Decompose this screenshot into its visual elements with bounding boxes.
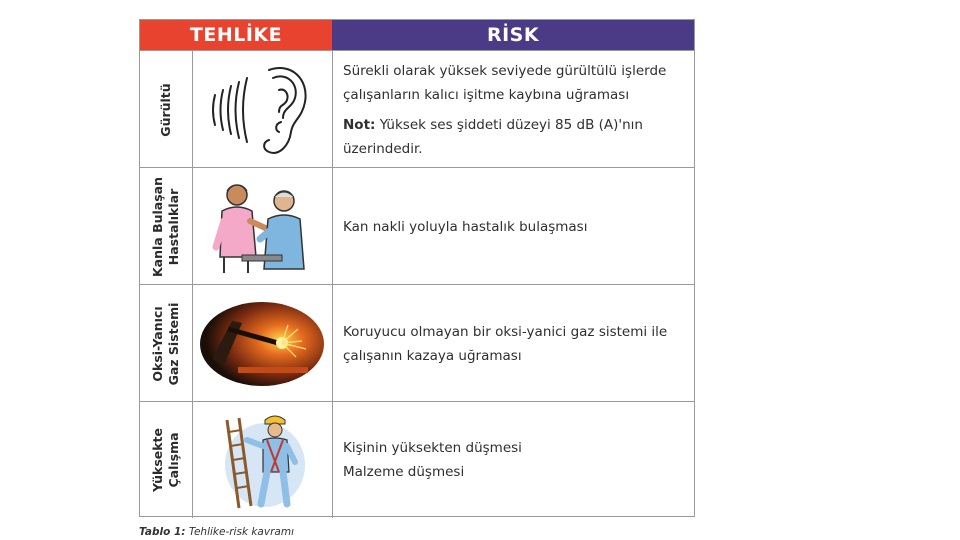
caption-label: Tablo 1: — [139, 526, 186, 538]
table-row-noise — [140, 50, 694, 168]
risk-text: Koruyucu olmayan bir oksi-yanici gaz sistemi ile çalışanın kazaya uğraması — [343, 323, 668, 364]
caption-text: Tehlike-risk kavramı — [185, 526, 294, 538]
table-row-height — [140, 401, 694, 518]
table-row-bloodborne — [140, 167, 694, 285]
ear-noise-icon — [207, 60, 317, 160]
hazard-label: Kanla Bulaşan Hastalıklar — [150, 176, 181, 277]
welding-torch-icon — [198, 299, 326, 389]
table-caption — [139, 526, 294, 538]
risk-column-header: RİSK — [332, 20, 694, 50]
risk-text: Kan nakli yoluyla hastalık bulaşması — [343, 218, 588, 235]
hazard-column-header: TEHLİKE — [140, 20, 332, 50]
worker-ladder-icon — [217, 410, 307, 510]
note-text: Yüksek ses şiddeti düzeyi 85 dB (A)'nın üzerindedir. — [343, 116, 643, 157]
hazard-risk-table — [139, 19, 695, 517]
nurse-patient-icon — [202, 177, 322, 277]
risk-note — [343, 113, 684, 161]
risk-text: Kişinin yüksekten düşmesi — [343, 440, 522, 456]
table-row-oxyfuel — [140, 284, 694, 402]
hazard-label: Yüksekte Çalışma — [150, 427, 181, 493]
note-label: Not: — [343, 116, 376, 133]
risk-text: Sürekli olarak yüksek seviyede gürültülü işlerde çalışanların kalıcı işitme kaybına uğraması — [343, 62, 667, 103]
risk-text: Malzeme düşmesi — [343, 464, 465, 480]
hazard-label: Gürültü — [158, 82, 173, 137]
hazard-label: Oksi-Yanıcı Gaz Sistemi — [150, 302, 181, 385]
